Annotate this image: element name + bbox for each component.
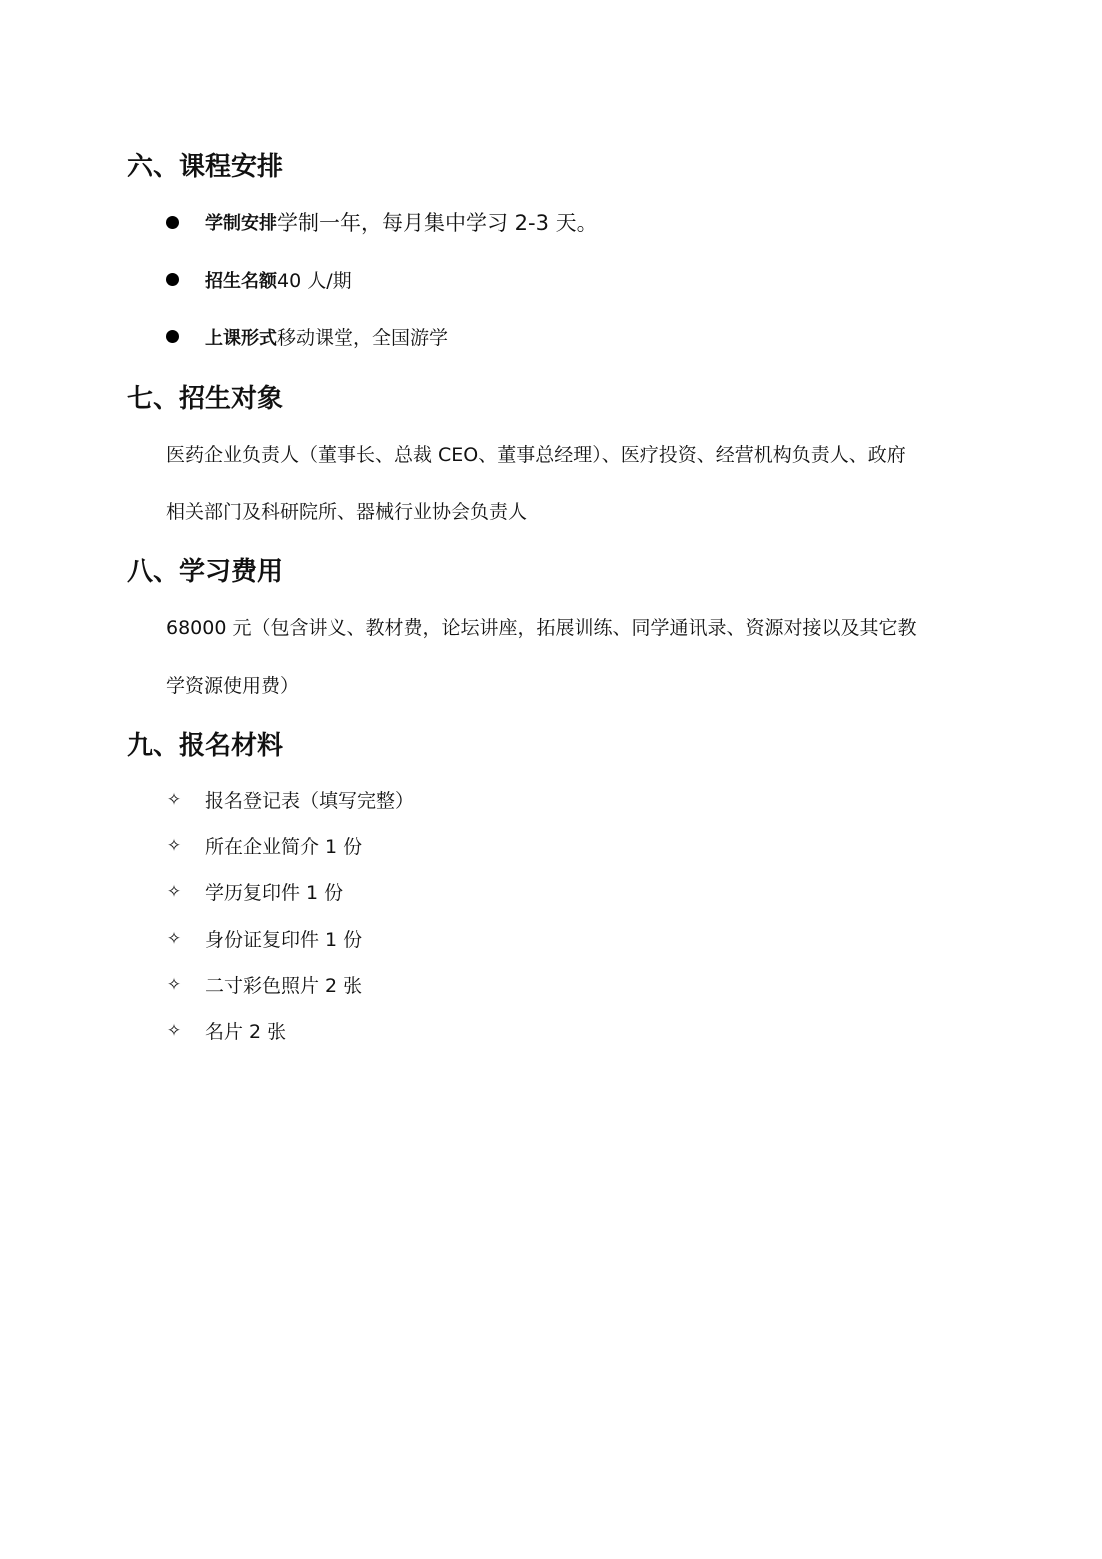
list-item (166, 832, 362, 859)
paragraph-line: 医药企业负责人（董事长、总裁 CEO、董事总经理）、医疗投资、经营机构负责人、政府 (166, 444, 906, 466)
star-bullet-icon: ✧ (166, 928, 182, 949)
list-item (166, 1017, 286, 1044)
list-item (166, 971, 362, 998)
item-value: 学制一年，每月集中学习 2-3 天。 (277, 211, 598, 235)
item-text: 所在企业简介 1 份 (205, 836, 363, 858)
item-value: 移动课堂，全国游学 (277, 327, 449, 349)
list-item (166, 786, 414, 813)
section-heading-application-materials: 九、报名材料 (127, 731, 284, 761)
paragraph-line: 相关部门及科研院所、器械行业协会负责人 (166, 501, 528, 523)
paragraph-line: 学资源使用费） (166, 675, 300, 697)
list-item (166, 207, 598, 237)
section-heading-enrollment-target: 七、招生对象 (127, 384, 284, 414)
star-bullet-icon: ✧ (166, 789, 182, 810)
star-bullet-icon: ✧ (166, 835, 182, 856)
list-item (166, 323, 448, 350)
list-item (166, 266, 352, 293)
bullet-dot-icon (166, 330, 179, 343)
list-item (166, 878, 343, 905)
item-label: 学制安排 (205, 213, 277, 234)
bullet-dot-icon (166, 216, 179, 229)
item-value: 40 人/期 (277, 270, 352, 292)
star-bullet-icon: ✧ (166, 1020, 182, 1041)
item-label: 上课形式 (205, 327, 277, 349)
bullet-dot-icon (166, 273, 179, 286)
star-bullet-icon: ✧ (166, 881, 182, 902)
star-bullet-icon: ✧ (166, 974, 182, 995)
section-heading-tuition: 八、学习费用 (127, 557, 284, 587)
paragraph-line: 68000 元（包含讲义、教材费，论坛讲座，拓展训练、同学通讯录、资源对接以及其它教 (166, 617, 917, 639)
item-text: 名片 2 张 (205, 1021, 287, 1043)
item-text: 二寸彩色照片 2 张 (205, 975, 363, 997)
item-text: 身份证复印件 1 份 (205, 929, 363, 951)
item-text: 学历复印件 1 份 (205, 882, 344, 904)
item-label: 招生名额 (205, 270, 277, 292)
list-item (166, 925, 362, 952)
section-heading-course-schedule: 六、课程安排 (127, 152, 284, 182)
item-text: 报名登记表（填写完整） (205, 790, 415, 812)
